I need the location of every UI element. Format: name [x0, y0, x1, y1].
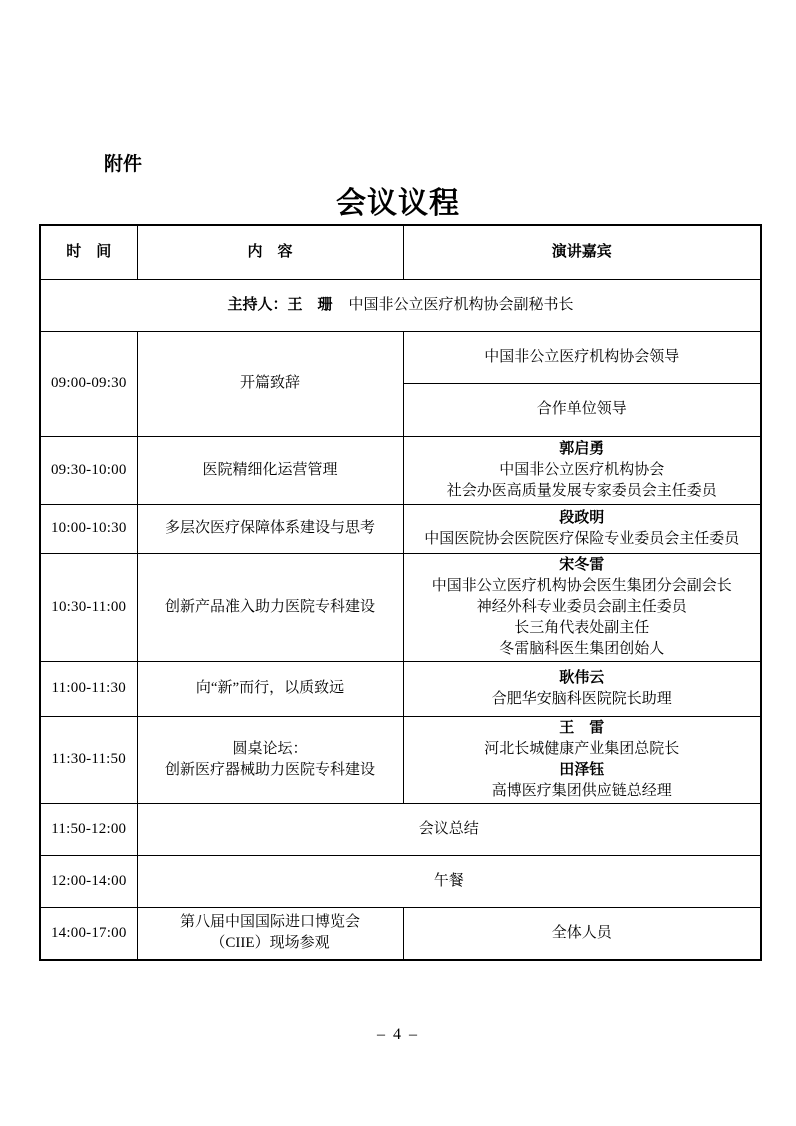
session-row-summary [40, 803, 761, 855]
session-content: 医院精细化运营管理 [137, 436, 403, 504]
speaker-title: 冬雷脑科医生集团创始人 [499, 640, 665, 657]
session-speaker [403, 661, 761, 716]
session-time: 10:30-11:00 [40, 553, 137, 661]
agenda-table [39, 224, 762, 961]
host-title: 中国非公立医疗机构协会副秘书长 [348, 296, 574, 313]
session-speaker [403, 553, 761, 661]
host-cell [40, 279, 761, 331]
session-speaker: 中国非公立医疗机构协会领导 [403, 331, 761, 383]
session-speaker: 合作单位领导 [403, 383, 761, 436]
speaker-title: 中国非公立医疗机构协会医生集团分会副会长 [431, 577, 732, 594]
speaker-name: 田泽钰 [559, 761, 605, 778]
col-header-time: 时 间 [40, 225, 137, 279]
col-header-speaker: 演讲嘉宾 [403, 225, 761, 279]
session-content: 午餐 [137, 855, 761, 907]
speaker-title: 中国非公立医疗机构协会 [499, 461, 665, 478]
speaker-title: 长三角代表处副主任 [514, 619, 650, 636]
session-time: 14:00-17:00 [40, 907, 137, 960]
speaker-title: 神经外科专业委员会副主任委员 [476, 598, 687, 615]
session-time: 11:50-12:00 [40, 803, 137, 855]
speaker-title: 社会办医高质量发展专家委员会主任委员 [446, 482, 717, 499]
session-speaker [403, 436, 761, 504]
col-header-content: 内 容 [137, 225, 403, 279]
speaker-title: 高博医疗集团供应链总经理 [491, 782, 672, 799]
speaker-title: 河北长城健康产业集团总院长 [484, 740, 680, 757]
table-header-row [40, 225, 761, 279]
session-time: 11:30-11:50 [40, 716, 137, 803]
session-row [40, 436, 761, 504]
session-row [40, 661, 761, 716]
session-time: 09:00-09:30 [40, 331, 137, 436]
session-speaker [403, 504, 761, 553]
session-time: 12:00-14:00 [40, 855, 137, 907]
session-row-lunch [40, 855, 761, 907]
speaker-name: 郭启勇 [559, 440, 605, 457]
session-content: 开篇致辞 [137, 331, 403, 436]
session-content [137, 907, 403, 960]
session-speaker [403, 716, 761, 803]
attachment-label: 附件 [104, 154, 143, 175]
session-row [40, 553, 761, 661]
content-line: 圆桌论坛： [232, 740, 308, 757]
session-content [137, 716, 403, 803]
host-row [40, 279, 761, 331]
content-line: （CIIE）现场参观 [210, 935, 330, 952]
speaker-title: 中国医院协会医院医疗保险专业委员会主任委员 [424, 530, 740, 547]
session-content: 会议总结 [137, 803, 761, 855]
session-time: 09:30-10:00 [40, 436, 137, 504]
session-row [40, 716, 761, 803]
page-title: 会议议程 [336, 187, 460, 220]
session-content: 向“新”而行，以质致远 [137, 661, 403, 716]
host-name: 主持人：王 珊 [227, 296, 333, 313]
content-line: 创新医疗器械助力医院专科建设 [164, 761, 375, 778]
session-content: 多层次医疗保障体系建设与思考 [137, 504, 403, 553]
session-time: 10:00-10:30 [40, 504, 137, 553]
session-row-visit [40, 907, 761, 960]
speaker-title: 合肥华安脑科医院院长助理 [491, 690, 672, 707]
session-content: 创新产品准入助力医院专科建设 [137, 553, 403, 661]
speaker-name: 王 雷 [559, 719, 605, 736]
content-line: 第八届中国国际进口博览会 [179, 914, 360, 931]
speaker-name: 宋冬雷 [559, 556, 605, 573]
speaker-name: 段政明 [559, 509, 605, 526]
session-row [40, 504, 761, 553]
session-speaker: 全体人员 [403, 907, 761, 960]
speaker-name: 耿伟云 [559, 669, 605, 686]
session-time: 11:00-11:30 [40, 661, 137, 716]
session-row-opening [40, 331, 761, 383]
page-number: – 4 – [377, 1026, 419, 1043]
